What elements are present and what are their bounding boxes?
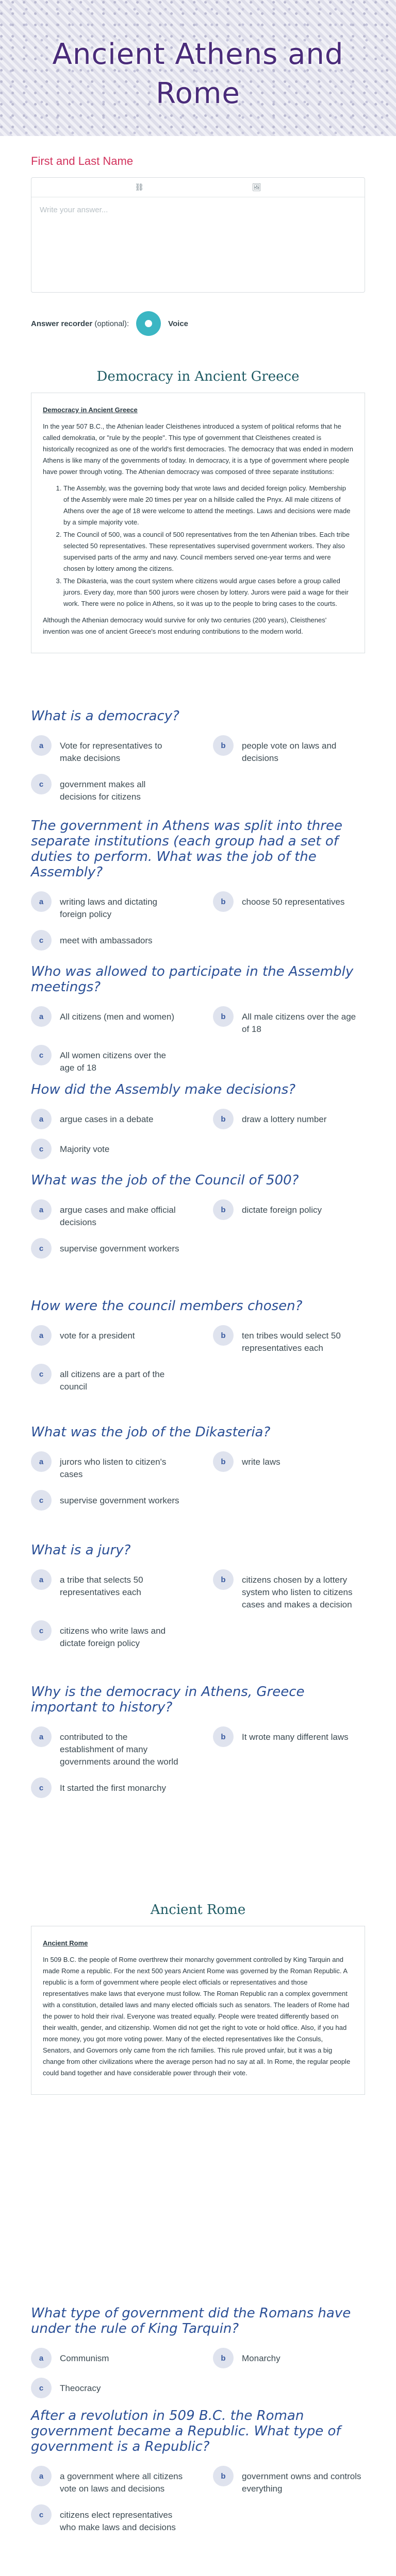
option-letter-badge: a: [31, 1451, 52, 1472]
reading-greece-intro: In the year 507 B.C., the Athenian leader Cleisthenes introduced a system of political reforms that he called demokratia, or "rule by the people". This type of government that Cleisthenes created is historically recognized as one of the world's first democracies. The democracy that was ended in modern Athens is like many of the governments of today. In democracy, it is a type of government where people have power through voting. The Athenian democracy was composed of three separate institutions:: [43, 422, 353, 476]
option-letter-badge: a: [31, 2466, 52, 2486]
name-section: [0, 136, 396, 293]
answer-option-a[interactable]: [31, 1325, 183, 1354]
option-text: supervise government workers: [60, 1244, 179, 1253]
option-text: It wrote many different laws: [242, 1732, 349, 1742]
question-block: [31, 1298, 365, 1393]
answer-options: [31, 891, 365, 951]
reading-greece-box: [31, 393, 365, 653]
reading-greece: [31, 369, 365, 653]
option-text: Monarchy: [242, 2353, 280, 2363]
record-button[interactable]: [136, 311, 161, 336]
option-letter-badge: b: [213, 1726, 234, 1747]
question-block: [31, 2408, 365, 2534]
option-text: All women citizens over the age of 18: [60, 1050, 166, 1073]
question-title: After a revolution in 509 B.C. the Roman government became a Republic. What type of government is a Republic?: [31, 2408, 341, 2454]
option-letter-badge: a: [31, 891, 52, 912]
answer-option-b[interactable]: [213, 1451, 365, 1481]
answer-option-a[interactable]: [31, 1451, 183, 1481]
answer-option-c[interactable]: [31, 1238, 183, 1259]
answer-option-a[interactable]: [31, 891, 183, 921]
option-letter-badge: c: [31, 1238, 52, 1259]
question-title: What type of government did the Romans have under the rule of King Tarquin?: [31, 2306, 351, 2336]
answer-option-b[interactable]: [213, 2466, 365, 2495]
image-icon[interactable]: 🖼: [252, 183, 261, 191]
header-banner: [0, 0, 396, 136]
question-title: What is a jury?: [31, 1543, 131, 1558]
option-letter-badge: c: [31, 1045, 52, 1065]
answer-option-a[interactable]: [31, 1569, 183, 1611]
option-letter-badge: b: [213, 1006, 234, 1027]
answer-option-c[interactable]: [31, 1045, 183, 1074]
reading-greece-list: [43, 483, 353, 609]
list-item: 1. The Assembly, was the governing body that wrote laws and decided foreign policy. Membership of the Assembly were male 20 times per year on a hillside called the Pnyx. All male citizens of Athens over the age of 18 were welcome to attend the meetings. Laws and decisions were made by a simple majority vote.: [63, 483, 353, 528]
option-letter-badge: c: [31, 1620, 52, 1641]
reading-greece-outro: Although the Athenian democracy would survive for only two centuries (200 years), Cleisthenes' invention was one of ancient Greece's most enduring contributions to the modern world.: [43, 616, 327, 635]
option-text: citizens chosen by a lottery system who listen to citizens cases and makes a decision: [242, 1575, 353, 1609]
option-text: It started the first monarchy: [60, 1783, 166, 1793]
question-block: [31, 1173, 365, 1259]
option-text: draw a lottery number: [242, 1114, 327, 1124]
answer-option-c[interactable]: [31, 1364, 183, 1393]
option-text: citizens elect representatives who make laws and decisions: [60, 2510, 176, 2532]
option-letter-badge: c: [31, 1490, 52, 1511]
answer-toolbar: [31, 178, 365, 197]
answer-option-b[interactable]: [213, 2348, 365, 2368]
answer-recorder: [0, 293, 396, 336]
answer-option-b[interactable]: [213, 735, 365, 765]
option-text: writing laws and dictating foreign policy: [60, 897, 157, 919]
question-block: [31, 818, 365, 951]
answer-options: [31, 2466, 365, 2534]
answer-option-a[interactable]: [31, 1726, 183, 1768]
option-text: Communism: [60, 2353, 109, 2363]
answer-option-a[interactable]: [31, 1199, 183, 1229]
question-block: [31, 1684, 365, 1798]
option-letter-badge: b: [213, 2348, 234, 2368]
question-block: [31, 964, 365, 1074]
question-title: What was the job of the Dikasteria?: [31, 1425, 271, 1440]
list-item: 2. The Council of 500, was a council of 500 representatives from the ten Athenian tribes. Each tribe selected 50 representatives. These representatives supervised government workers. They also supervised parts of the army and navy. Council members served one-year terms and were chosen by lottery among the citizens.: [63, 529, 353, 574]
reading-rome: [31, 1902, 365, 2095]
option-letter-badge: b: [213, 735, 234, 756]
recorder-label: Answer recorder (optional):: [31, 319, 129, 328]
name-answer-input[interactable]: Write your answer...: [40, 206, 108, 214]
option-text: all citizens are a part of the council: [60, 1369, 165, 1392]
option-letter-badge: a: [31, 1726, 52, 1747]
option-letter-badge: a: [31, 1006, 52, 1027]
option-letter-badge: b: [213, 1199, 234, 1220]
option-text: a tribe that selects 50 representatives each: [60, 1575, 143, 1597]
answer-options: [31, 1006, 365, 1074]
answer-option-b[interactable]: [213, 1109, 365, 1129]
answer-options: [31, 1569, 365, 1650]
option-letter-badge: c: [31, 1139, 52, 1159]
option-letter-badge: c: [31, 930, 52, 951]
question-title: Who was allowed to participate in the Assembly meetings?: [31, 964, 354, 995]
answer-options: [31, 1109, 365, 1159]
answer-option-c[interactable]: [31, 1620, 183, 1650]
option-letter-badge: c: [31, 2504, 52, 2525]
answer-option-c[interactable]: [31, 930, 183, 951]
question-block: [31, 1425, 365, 1511]
option-text: vote for a president: [60, 1331, 135, 1341]
question-block: [31, 1082, 365, 1159]
answer-option-c[interactable]: [31, 1777, 183, 1798]
option-text: meet with ambassadors: [60, 936, 153, 945]
option-letter-badge: a: [31, 1325, 52, 1346]
option-text: argue cases and make official decisions: [60, 1205, 176, 1227]
answer-option-b[interactable]: [213, 1006, 365, 1036]
answer-option-a[interactable]: [31, 2348, 183, 2368]
answer-options: [31, 735, 365, 803]
answer-option-c[interactable]: [31, 774, 183, 803]
question-title: What is a democracy?: [31, 708, 179, 724]
option-text: All citizens (men and women): [60, 1012, 175, 1022]
reading-rome-box: [31, 1926, 365, 2095]
answer-option-c[interactable]: [31, 1139, 183, 1159]
option-letter-badge: a: [31, 1199, 52, 1220]
page-title: [0, 35, 396, 113]
reading-greece-heading: Democracy in Ancient Greece: [43, 406, 138, 414]
option-letter-badge: b: [213, 1569, 234, 1590]
option-letter-badge: b: [213, 1109, 234, 1129]
answer-option-a[interactable]: [31, 2466, 183, 2495]
question-title: How were the council members chosen?: [31, 1298, 303, 1314]
link-icon[interactable]: ⛓: [135, 183, 144, 191]
option-text: supervise government workers: [60, 1496, 179, 1505]
question-title: The government in Athens was split into three separate institutions (each group had a set of duties to perform. What was the job of the Assembly?: [31, 818, 342, 880]
question-block: [31, 2306, 365, 2398]
option-letter-badge: b: [213, 1451, 234, 1472]
name-label: First and Last Name: [31, 155, 134, 167]
answer-options: [31, 1325, 365, 1393]
reading-rome-body: In 509 B.C. the people of Rome overthrew their monarchy government controlled by King Tarquin and made Rome a republic. For the next 500 years Ancient Rome was governed by the Roman Republic. A republic is a form of government where people elect officials or representatives and those representatives make laws that everyone must follow. The Roman Republic ran a complex government with a constitution, detailed laws and many elected officials such as senators. The leaders of Rome had the power to hold their rival. Everyone was treated equally. People were treated differently based on their wealth, gender, and citizenship. Women did not get the right to vote or hold office. Also, if you had more money, you got more voting power. Many of the elected representatives like the Consuls, Senators, and Governors only came from the rich families. This rule proved unfair, but it was a big change from other civilizations where the average person had no say at all. In Rome, the regular people could band together and have considerable power through their vote.: [43, 1956, 351, 2077]
option-text: Theocracy: [60, 2383, 101, 2393]
option-letter-badge: a: [31, 1569, 52, 1590]
option-letter-badge: c: [31, 1777, 52, 1798]
answer-options: [31, 1726, 365, 1798]
option-text: people vote on laws and decisions: [242, 741, 337, 763]
question-title: Why is the democracy in Athens, Greece important to history?: [31, 1684, 305, 1715]
option-text: government owns and controls everything: [242, 2471, 361, 2494]
option-text: jurors who listen to citizen's cases: [60, 1457, 167, 1479]
answer-options: [31, 1199, 365, 1259]
question-block: [31, 708, 365, 803]
answer-option-b[interactable]: [213, 1199, 365, 1229]
answer-option-c[interactable]: [31, 2504, 183, 2534]
title-line-2: Rome: [156, 77, 240, 110]
option-letter-badge: b: [213, 891, 234, 912]
option-letter-badge: c: [31, 774, 52, 794]
answer-option-b[interactable]: [213, 891, 365, 921]
option-text: dictate foreign policy: [242, 1205, 322, 1215]
voice-label: Voice: [168, 319, 189, 328]
answer-option-c[interactable]: [31, 1490, 183, 1511]
record-dot-icon: [145, 320, 152, 327]
list-item: 3. The Dikasteria, was the court system where citizens would argue cases before a group called jurors. Every day, more than 500 jurors were chosen by lottery. Jurors were paid a wage for their work. There were no police in Athens, so it was up to the people to bring cases to the courts.: [63, 575, 353, 609]
option-text: citizens who write laws and dictate foreign policy: [60, 1626, 166, 1648]
answer-option-c[interactable]: [31, 2378, 183, 2398]
reading-greece-title: Democracy in Ancient Greece: [96, 369, 300, 384]
option-letter-badge: a: [31, 2348, 52, 2368]
answer-options: [31, 2348, 365, 2398]
option-letter-badge: b: [213, 1325, 234, 1346]
option-text: All male citizens over the age of 18: [242, 1012, 356, 1034]
option-text: contributed to the establishment of many governments around the world: [60, 1732, 178, 1767]
answer-option-b[interactable]: [213, 1569, 365, 1611]
name-answer-box: [31, 177, 365, 293]
reading-rome-title: Ancient Rome: [150, 1902, 246, 1918]
option-letter-badge: c: [31, 1364, 52, 1384]
option-letter-badge: a: [31, 735, 52, 756]
question-block: [31, 1543, 365, 1650]
option-text: choose 50 representatives: [242, 897, 345, 907]
title-line-1: Ancient Athens and: [52, 38, 344, 71]
option-text: government makes all decisions for citizens: [60, 779, 146, 802]
option-text: Majority vote: [60, 1144, 110, 1154]
option-letter-badge: a: [31, 1109, 52, 1129]
question-title: How did the Assembly make decisions?: [31, 1082, 296, 1097]
answer-options: [31, 1451, 365, 1511]
question-title: What was the job of the Council of 500?: [31, 1173, 299, 1188]
option-text: argue cases in a debate: [60, 1114, 154, 1124]
option-text: Vote for representatives to make decisions: [60, 741, 162, 763]
answer-option-a[interactable]: [31, 735, 183, 765]
answer-option-b[interactable]: [213, 1726, 365, 1768]
answer-option-a[interactable]: [31, 1006, 183, 1036]
option-text: write laws: [242, 1457, 280, 1467]
answer-option-b[interactable]: [213, 1325, 365, 1354]
option-text: a government where all citizens vote on laws and decisions: [60, 2471, 183, 2494]
option-letter-badge: c: [31, 2378, 52, 2398]
answer-option-a[interactable]: [31, 1109, 183, 1129]
reading-rome-heading: Ancient Rome: [43, 1939, 88, 1947]
option-text: ten tribes would select 50 representatives each: [242, 1331, 341, 1353]
option-letter-badge: b: [213, 2466, 234, 2486]
